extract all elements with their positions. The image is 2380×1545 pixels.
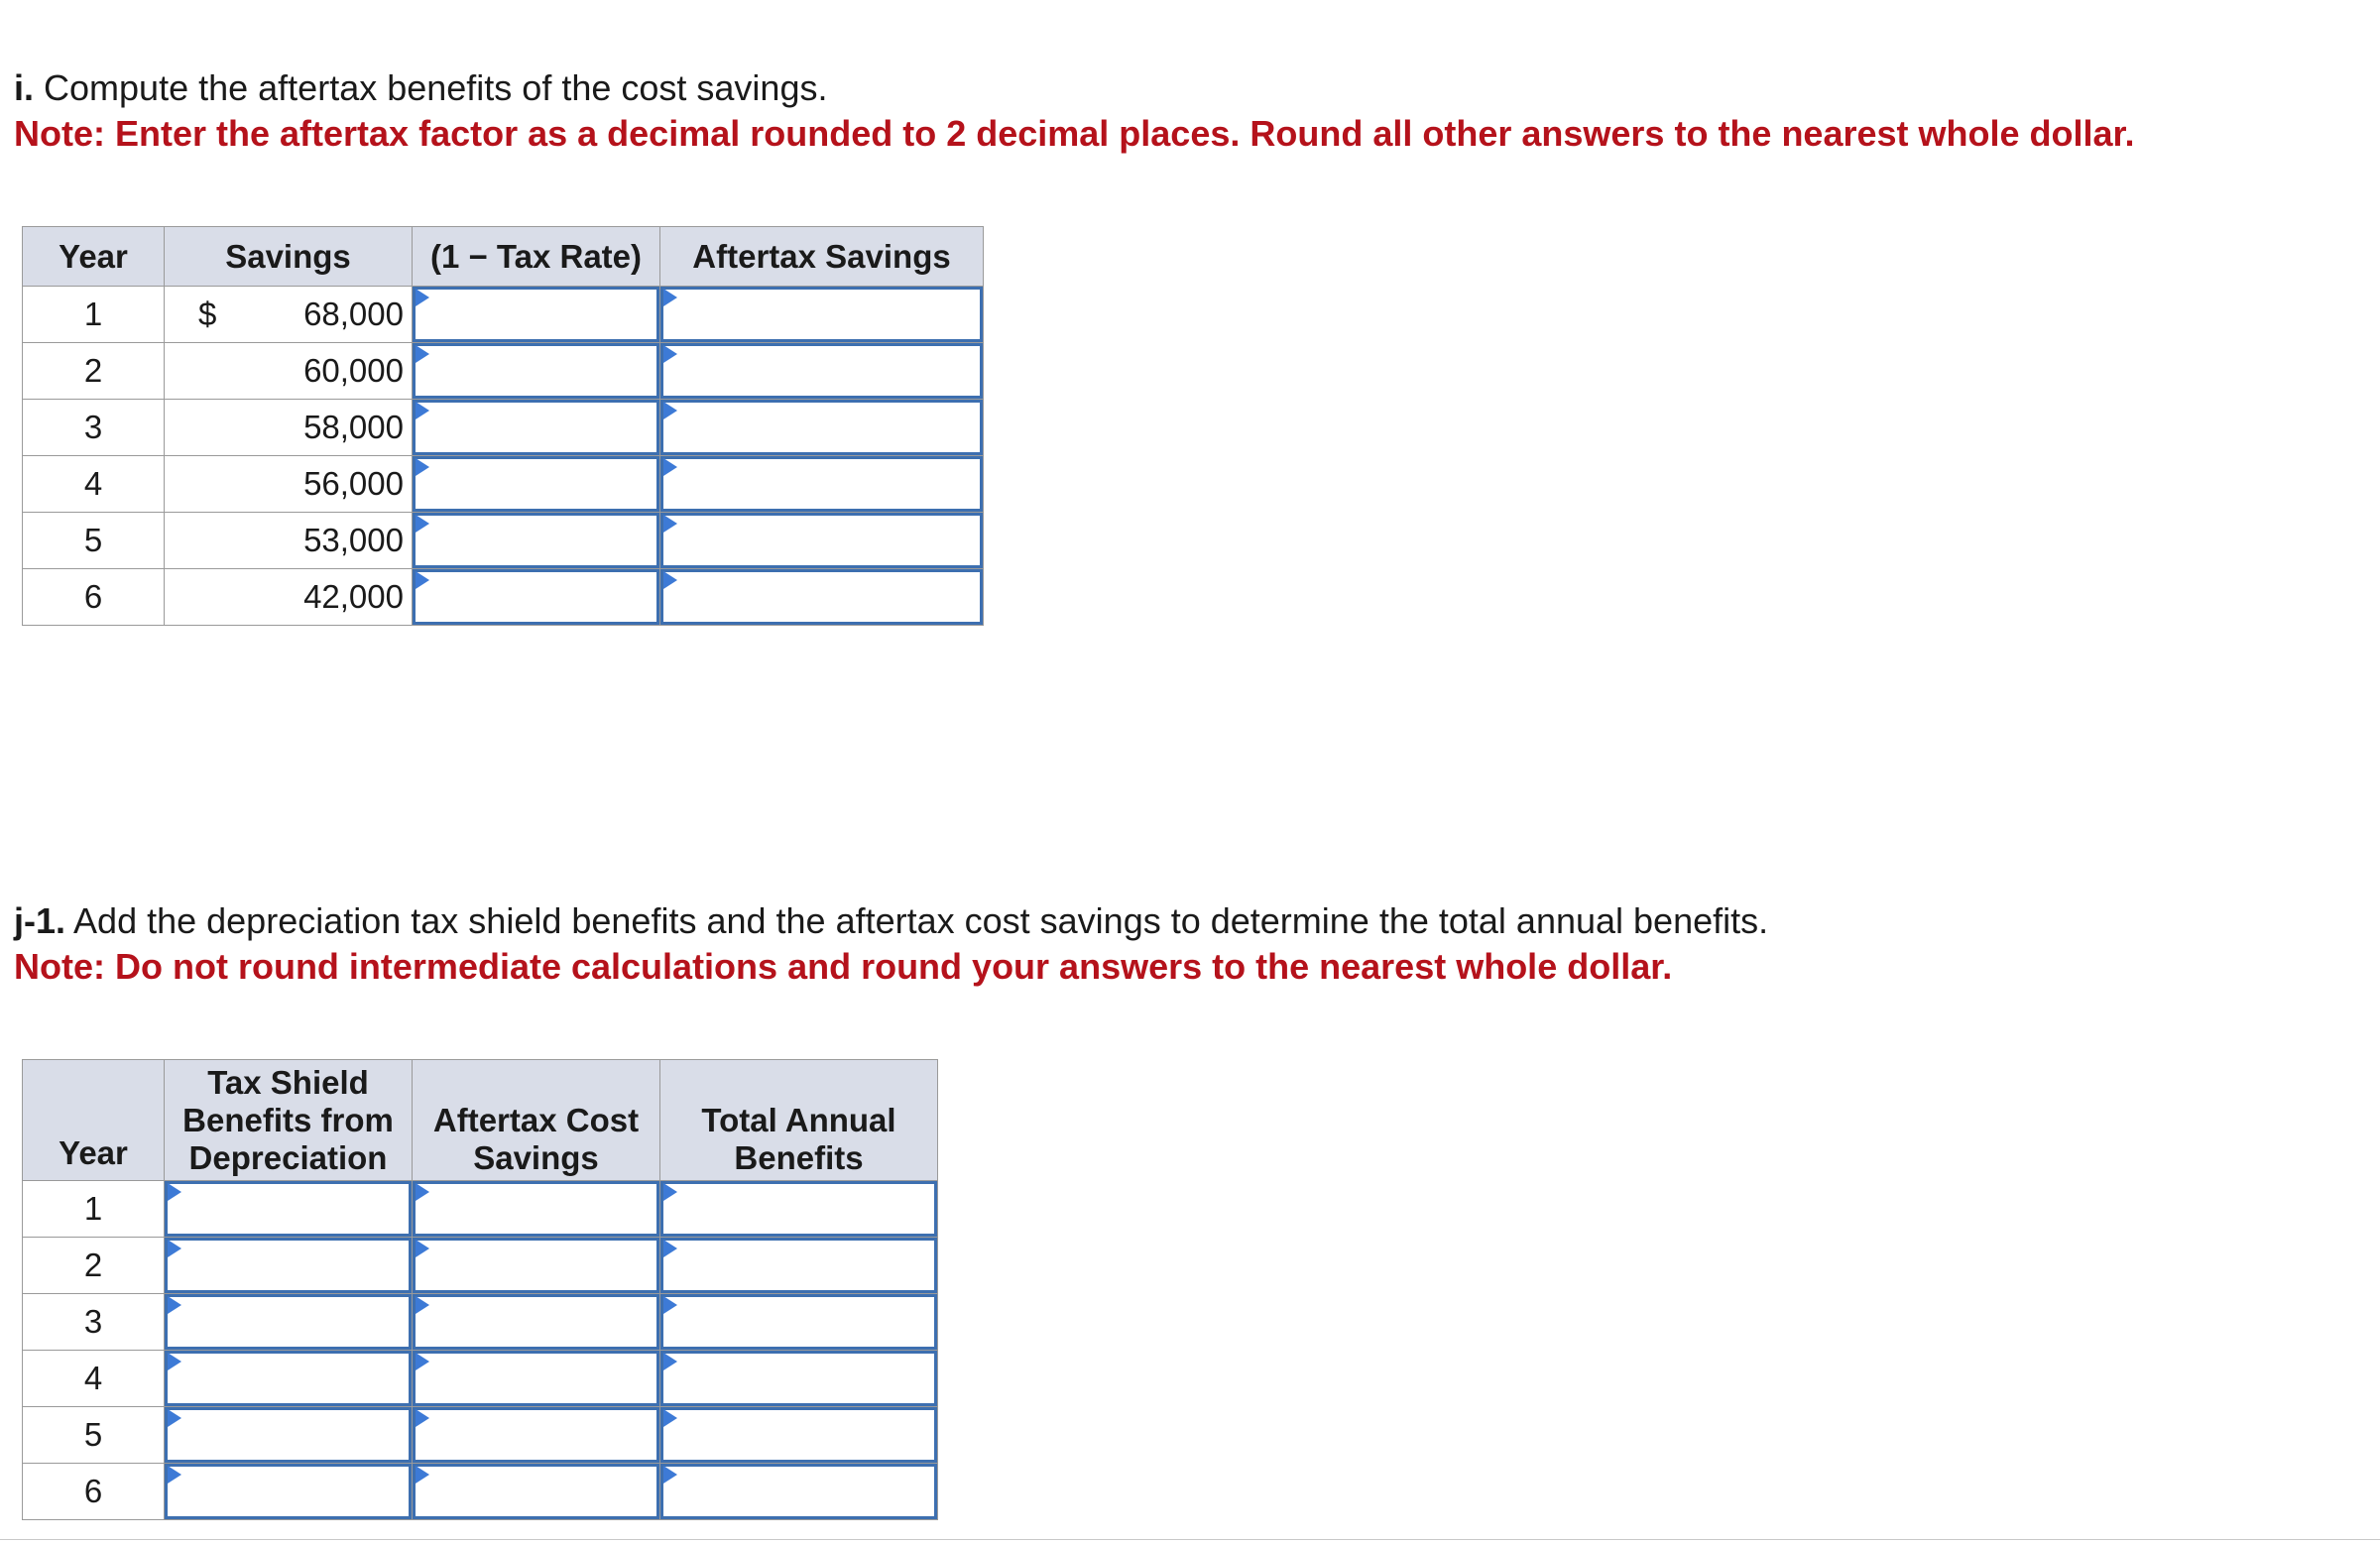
- table-row: [23, 287, 984, 343]
- question-i-label: i.: [14, 67, 35, 108]
- table-row: [23, 1351, 938, 1407]
- savings-value: 68,000: [303, 296, 404, 332]
- year-cell: 2: [23, 343, 165, 400]
- header-year: Year: [23, 227, 165, 287]
- header-tax-shield-line: Tax Shield: [207, 1063, 369, 1101]
- total-annual-benefit-input[interactable]: [660, 1464, 937, 1519]
- total-annual-benefit-input[interactable]: [660, 1407, 937, 1463]
- aftertax-savings-cell: [660, 456, 984, 513]
- tax-factor-input[interactable]: [413, 569, 659, 625]
- tax-shield-benefit-input[interactable]: [165, 1407, 412, 1463]
- header-tax-shield: [165, 1060, 413, 1181]
- total-annual-benefit-input[interactable]: [660, 1351, 937, 1406]
- total-annual-benefits-table: [22, 1059, 938, 1520]
- header-tax-shield-line: Depreciation: [188, 1138, 388, 1176]
- year-cell: 5: [23, 513, 165, 569]
- header-aftertax-cost-line: Aftertax Cost: [432, 1101, 640, 1138]
- table-header-row: [23, 1060, 938, 1181]
- question-j1: [14, 898, 1768, 990]
- total-annual-benefit-input[interactable]: [660, 1181, 937, 1237]
- question-j1-label: j-1.: [14, 900, 66, 941]
- aftertax-savings-cell: [660, 343, 984, 400]
- aftertax-savings-cell: [660, 400, 984, 456]
- header-aftertax-savings: Aftertax Savings: [660, 227, 984, 287]
- tax-factor-cell: [413, 513, 660, 569]
- tax-shield-benefit-input[interactable]: [165, 1464, 412, 1519]
- year-cell: 3: [23, 1294, 165, 1351]
- total-annual-benefit-cell: [660, 1181, 938, 1238]
- year-cell: 4: [23, 1351, 165, 1407]
- savings-value: 42,000: [303, 578, 404, 615]
- aftertax-cost-savings-input[interactable]: [413, 1407, 659, 1463]
- tax-shield-benefit-input[interactable]: [165, 1238, 412, 1293]
- table-row: [23, 1238, 938, 1294]
- question-i-note: Note: Enter the aftertax factor as a decimal rounded to 2 decimal places. Round all other answers to the nearest whole dollar.: [14, 113, 2135, 154]
- currency-symbol: $: [198, 296, 217, 332]
- table-row: [23, 569, 984, 626]
- tax-shield-benefit-cell: [165, 1407, 413, 1464]
- question-j1-note: Note: Do not round intermediate calculations and round your answers to the nearest whole dollar.: [14, 946, 1673, 987]
- aftertax-cost-savings-cell: [413, 1407, 660, 1464]
- aftertax-cost-savings-cell: [413, 1294, 660, 1351]
- year-cell: 2: [23, 1238, 165, 1294]
- aftertax-savings-cell: [660, 287, 984, 343]
- tax-factor-input[interactable]: [413, 343, 659, 399]
- tax-shield-benefit-input[interactable]: [165, 1351, 412, 1406]
- total-annual-benefit-cell: [660, 1407, 938, 1464]
- tax-factor-cell: [413, 287, 660, 343]
- tax-shield-benefit-cell: [165, 1181, 413, 1238]
- tax-factor-cell: [413, 400, 660, 456]
- table-header-row: [23, 227, 984, 287]
- tax-shield-benefit-input[interactable]: [165, 1294, 412, 1350]
- aftertax-savings-cell: [660, 569, 984, 626]
- tax-shield-benefit-cell: [165, 1351, 413, 1407]
- year-cell: 1: [23, 1181, 165, 1238]
- aftertax-savings-cell: [660, 513, 984, 569]
- total-annual-benefit-cell: [660, 1238, 938, 1294]
- year-cell: 4: [23, 456, 165, 513]
- aftertax-savings-input[interactable]: [660, 513, 983, 568]
- tax-factor-cell: [413, 343, 660, 400]
- year-cell: 6: [23, 1464, 165, 1520]
- tax-factor-cell: [413, 456, 660, 513]
- aftertax-cost-savings-cell: [413, 1238, 660, 1294]
- total-annual-benefit-cell: [660, 1294, 938, 1351]
- table-row: [23, 400, 984, 456]
- savings-value: 56,000: [303, 465, 404, 502]
- tax-factor-input[interactable]: [413, 400, 659, 455]
- savings-cell: [165, 513, 413, 569]
- aftertax-cost-savings-cell: [413, 1181, 660, 1238]
- tax-factor-input[interactable]: [413, 513, 659, 568]
- question-j1-prompt: Add the depreciation tax shield benefits and the aftertax cost savings to determine the total annual benefits.: [73, 900, 1769, 941]
- total-annual-benefit-cell: [660, 1351, 938, 1407]
- year-cell: 5: [23, 1407, 165, 1464]
- table-row: [23, 456, 984, 513]
- header-total-annual-benefits: [660, 1060, 938, 1181]
- aftertax-cost-savings-cell: [413, 1351, 660, 1407]
- aftertax-cost-savings-input[interactable]: [413, 1238, 659, 1293]
- year-cell: 6: [23, 569, 165, 626]
- savings-cell: [165, 400, 413, 456]
- savings-value: 60,000: [303, 352, 404, 389]
- aftertax-cost-savings-input[interactable]: [413, 1464, 659, 1519]
- table-row: [23, 1464, 938, 1520]
- tax-shield-benefit-cell: [165, 1238, 413, 1294]
- aftertax-cost-savings-input[interactable]: [413, 1181, 659, 1237]
- tax-shield-benefit-input[interactable]: [165, 1181, 412, 1237]
- header-total-line: Total Annual: [701, 1101, 896, 1138]
- header-total-line: Benefits: [734, 1138, 864, 1176]
- year-cell: 3: [23, 400, 165, 456]
- question-i: [14, 65, 2135, 157]
- question-i-text: [14, 65, 2135, 111]
- aftertax-cost-savings-input[interactable]: [413, 1294, 659, 1350]
- aftertax-savings-input[interactable]: [660, 343, 983, 399]
- table-row: [23, 1294, 938, 1351]
- tax-shield-benefit-cell: [165, 1464, 413, 1520]
- tax-shield-benefit-cell: [165, 1294, 413, 1351]
- savings-value: 53,000: [303, 522, 404, 558]
- aftertax-savings-input[interactable]: [660, 456, 983, 512]
- total-annual-benefit-cell: [660, 1464, 938, 1520]
- page-bottom-divider: [0, 1539, 2380, 1540]
- savings-value: 58,000: [303, 409, 404, 445]
- savings-cell: [165, 456, 413, 513]
- tax-factor-cell: [413, 569, 660, 626]
- savings-cell: [165, 569, 413, 626]
- aftertax-savings-input[interactable]: [660, 287, 983, 342]
- aftertax-savings-table: [22, 226, 984, 626]
- savings-cell: [165, 287, 413, 343]
- header-tax-shield-line: Benefits from: [182, 1101, 394, 1138]
- table-row: [23, 1181, 938, 1238]
- table-row: [23, 1407, 938, 1464]
- year-cell: 1: [23, 287, 165, 343]
- total-annual-benefit-input[interactable]: [660, 1294, 937, 1350]
- table-row: [23, 343, 984, 400]
- aftertax-savings-input[interactable]: [660, 569, 983, 625]
- header-year: Year: [23, 1060, 165, 1181]
- question-j1-text: [14, 898, 1768, 944]
- header-tax-factor: (1 − Tax Rate): [413, 227, 660, 287]
- aftertax-cost-savings-cell: [413, 1464, 660, 1520]
- savings-cell: [165, 343, 413, 400]
- question-i-prompt: Compute the aftertax benefits of the cost savings.: [44, 67, 828, 108]
- total-annual-benefit-input[interactable]: [660, 1238, 937, 1293]
- aftertax-cost-savings-input[interactable]: [413, 1351, 659, 1406]
- table-row: [23, 513, 984, 569]
- header-savings: Savings: [165, 227, 413, 287]
- tax-factor-input[interactable]: [413, 287, 659, 342]
- header-aftertax-cost-line: Savings: [473, 1138, 599, 1176]
- tax-factor-input[interactable]: [413, 456, 659, 512]
- header-aftertax-cost-savings: [413, 1060, 660, 1181]
- aftertax-savings-input[interactable]: [660, 400, 983, 455]
